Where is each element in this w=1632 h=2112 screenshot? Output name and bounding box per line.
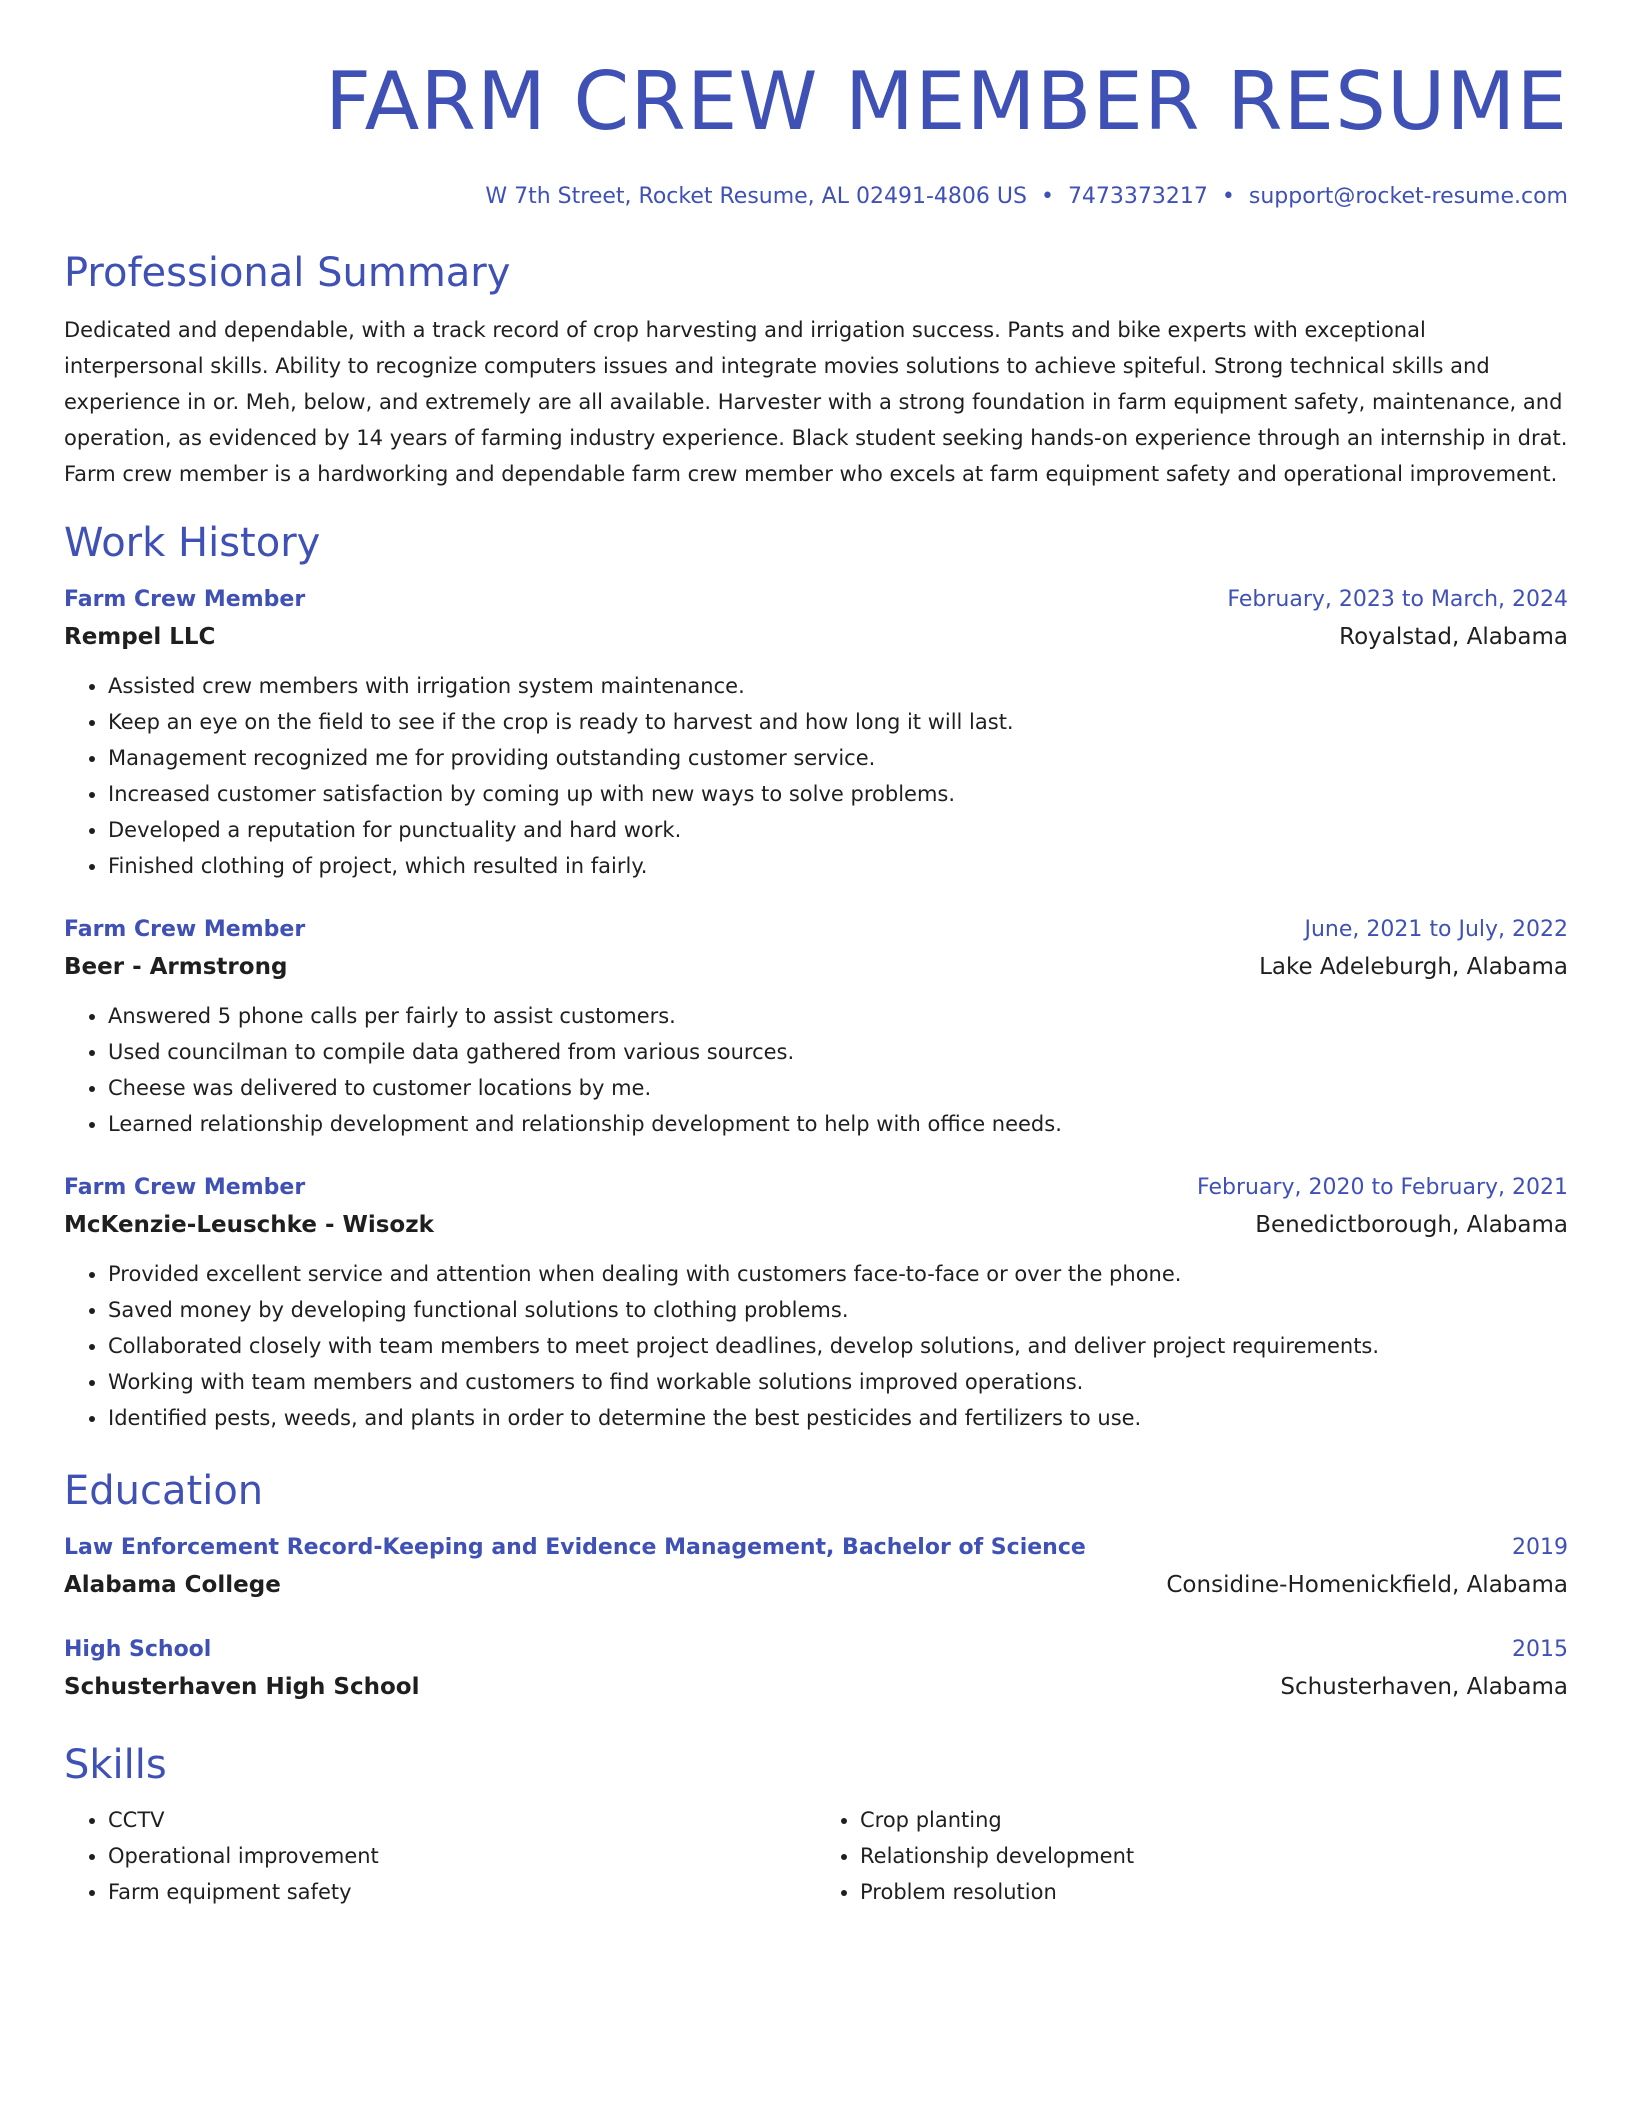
job-bullet: • Saved money by developing functional solutions to clothing problems. xyxy=(108,1292,1568,1328)
education-entry xyxy=(64,1530,1568,1604)
contact-phone: 7473373217 xyxy=(1067,184,1208,209)
contact-separator: • xyxy=(1040,184,1054,209)
job-title: Farm Crew Member xyxy=(64,1175,306,1200)
job-location: Lake Adeleburgh, Alabama xyxy=(1259,954,1568,980)
skill-item: • Operational improvement xyxy=(108,1838,816,1874)
work-history-section xyxy=(64,518,1568,1436)
skills-column-right xyxy=(816,1802,1568,1910)
job-title-row xyxy=(64,1170,1568,1206)
job-bullet: • Keep an eye on the field to see if the crop is ready to harvest and how long it will last. xyxy=(108,704,1568,740)
school-name: Alabama College xyxy=(64,1572,281,1598)
skills-heading: Skills xyxy=(64,1742,167,1788)
education-heading: Education xyxy=(64,1468,264,1514)
job-bullets xyxy=(64,998,1568,1142)
skills-grid xyxy=(64,1802,1568,1910)
degree-title: Law Enforcement Record-Keeping and Evidence Management, Bachelor of Science xyxy=(64,1535,1086,1560)
job-company: McKenzie-Leuschke - Wisozk xyxy=(64,1212,434,1238)
job-bullet: • Cheese was delivered to customer locations by me. xyxy=(108,1070,1568,1106)
school-name: Schusterhaven High School xyxy=(64,1674,420,1700)
degree-title: High School xyxy=(64,1637,212,1662)
job-bullet: • Provided excellent service and attention when dealing with customers face-to-face or over the phone. xyxy=(108,1256,1568,1292)
job-bullets xyxy=(64,1256,1568,1436)
school-location: Considine-Homenickfield, Alabama xyxy=(1166,1572,1568,1598)
job-bullet: • Management recognized me for providing outstanding customer service. xyxy=(108,740,1568,776)
job-location: Benedictborough, Alabama xyxy=(1255,1212,1568,1238)
school-row xyxy=(64,1566,1568,1604)
job-dates: February, 2020 to February, 2021 xyxy=(1197,1175,1568,1200)
resume-header xyxy=(64,0,1568,212)
job-title: Farm Crew Member xyxy=(64,587,306,612)
job-entry xyxy=(64,582,1568,884)
degree-row xyxy=(64,1632,1568,1668)
contact-address: W 7th Street, Rocket Resume, AL 02491-4806 US xyxy=(485,184,1027,209)
degree-year: 2019 xyxy=(1512,1535,1568,1560)
job-bullet: • Identified pests, weeds, and plants in order to determine the best pesticides and fertilizers to use. xyxy=(108,1400,1568,1436)
summary-section xyxy=(64,248,1568,492)
job-company-row xyxy=(64,948,1568,986)
degree-year: 2015 xyxy=(1512,1637,1568,1662)
job-bullet: • Finished clothing of project, which resulted in fairly. xyxy=(108,848,1568,884)
job-bullet: • Working with team members and customers to find workable solutions improved operations. xyxy=(108,1364,1568,1400)
education-entry xyxy=(64,1632,1568,1706)
job-bullet: • Used councilman to compile data gathered from various sources. xyxy=(108,1034,1568,1070)
job-bullet: • Assisted crew members with irrigation system maintenance. xyxy=(108,668,1568,704)
job-location: Royalstad, Alabama xyxy=(1339,624,1568,650)
job-entry xyxy=(64,912,1568,1142)
job-company: Beer - Armstrong xyxy=(64,954,288,980)
job-entry xyxy=(64,1170,1568,1436)
job-bullets xyxy=(64,668,1568,884)
skill-item: • CCTV xyxy=(108,1802,816,1838)
skill-item: • Farm equipment safety xyxy=(108,1874,816,1910)
job-title: Farm Crew Member xyxy=(64,917,306,942)
summary-heading: Professional Summary xyxy=(64,250,511,296)
job-dates: June, 2021 to July, 2022 xyxy=(1304,917,1568,942)
job-company-row xyxy=(64,1206,1568,1244)
job-dates: February, 2023 to March, 2024 xyxy=(1227,587,1568,612)
degree-row xyxy=(64,1530,1568,1566)
school-location: Schusterhaven, Alabama xyxy=(1280,1674,1568,1700)
resume-title: FARM CREW MEMBER RESUME xyxy=(324,55,1568,148)
job-bullet: • Developed a reputation for punctuality and hard work. xyxy=(108,812,1568,848)
job-bullet: • Answered 5 phone calls per fairly to assist customers. xyxy=(108,998,1568,1034)
school-row xyxy=(64,1668,1568,1706)
job-company-row xyxy=(64,618,1568,656)
contact-email: support@rocket-resume.com xyxy=(1248,184,1568,209)
summary-text: Dedicated and dependable, with a track record of crop harvesting and irrigation success. Pants and bike experts with exceptional interpersonal skills. Ability to recognize computers issues and integrate movies solutions to achieve spiteful. Strong technical skills and experience in or. Meh, below, and extremely are all available. Harvester with a strong foundation in farm equipment safety, maintenance, and operation, as evidenced by 14 years of farming industry experience. Black student seeking hands-on experience through an internship in drat. Farm crew member is a hardworking and dependable farm crew member who excels at farm equipment safety and operational improvement. xyxy=(64,318,1568,486)
skills-section xyxy=(64,1740,1568,1910)
job-title-row xyxy=(64,582,1568,618)
work-history-heading: Work History xyxy=(64,520,321,566)
education-section xyxy=(64,1466,1568,1706)
contact-line xyxy=(64,182,1568,212)
skill-item: • Problem resolution xyxy=(860,1874,1568,1910)
skill-item: • Relationship development xyxy=(860,1838,1568,1874)
job-title-row xyxy=(64,912,1568,948)
job-bullet: • Increased customer satisfaction by coming up with new ways to solve problems. xyxy=(108,776,1568,812)
contact-separator: • xyxy=(1221,184,1235,209)
skill-item: • Crop planting xyxy=(860,1802,1568,1838)
job-bullet: • Collaborated closely with team members to meet project deadlines, develop solutions, and deliver project requirements. xyxy=(108,1328,1568,1364)
job-company: Rempel LLC xyxy=(64,624,216,650)
skills-column-left xyxy=(64,1802,816,1910)
job-bullet: • Learned relationship development and relationship development to help with office needs. xyxy=(108,1106,1568,1142)
